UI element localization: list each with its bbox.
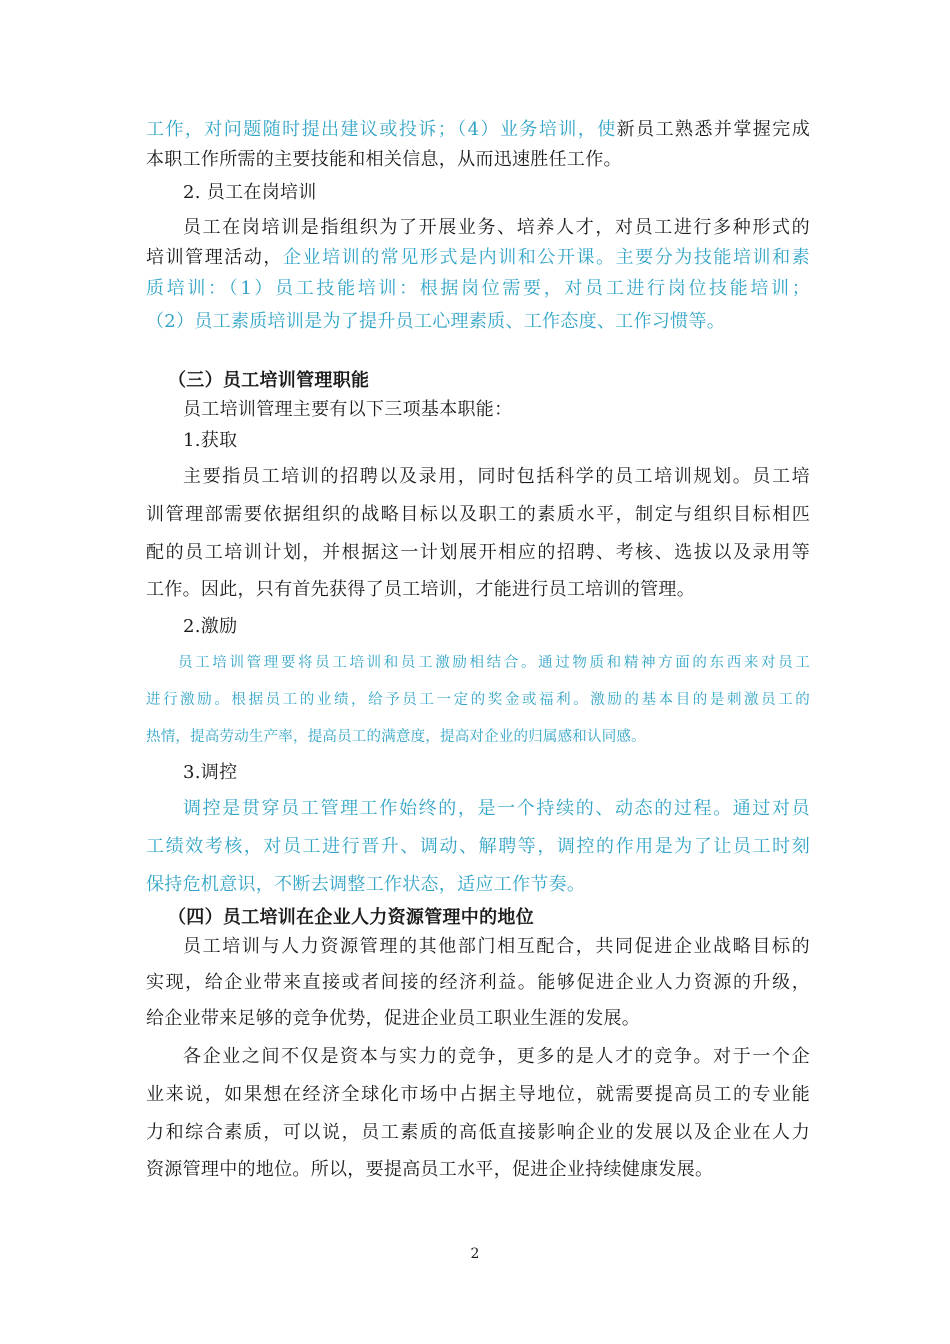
paragraph-line: 员工在岗培训是指组织为了开展业务、培养人才，对员工进行多种形式的	[183, 217, 810, 238]
paragraph-line: 员工培训与人力资源管理的其他部门相互配合，共同促进企业战略目标的	[183, 936, 810, 957]
paragraph-line: 资源管理中的地位。所以，要提高员工水平，促进企业持续健康发展。	[146, 1159, 714, 1180]
paragraph-line: 给企业带来足够的竞争优势，促进企业员工职业生涯的发展。	[146, 1008, 641, 1029]
section-title-3: （三）员工培训管理职能	[168, 370, 370, 391]
paragraph-line	[146, 117, 810, 143]
subheading-onjob-training: 2. 员工在岗培训	[183, 182, 317, 203]
paragraph-line: （2）员工素质培训是为了提升员工心理素质、工作态度、工作习惯等。	[146, 311, 726, 332]
plain-text: 新员工熟悉并掌握完成	[616, 119, 811, 140]
paragraph-line: 员工培训管理要将员工培训和员工激励相结合。通过物质和精神方面的东西来对员工	[178, 655, 810, 671]
highlighted-text: 企业培训的常见形式是内训和公开课。主要分为技能培训和素	[282, 247, 810, 268]
paragraph-line: 保持危机意识，不断去调整工作状态，适应工作节奏。	[146, 874, 586, 895]
subheading-motivate: 2.激励	[183, 616, 238, 637]
paragraph-line: 本职工作所需的主要技能和相关信息，从而迅速胜任工作。	[146, 149, 622, 170]
paragraph-line: 实现，给企业带来直接或者间接的经济利益。能够促进企业人力资源的升级，	[146, 972, 810, 993]
paragraph-line: 各企业之间不仅是资本与实力的竞争，更多的是人才的竞争。对于一个企	[183, 1046, 810, 1067]
highlighted-text: 工作，对问题随时提出建议或投诉；（4）业务培训，使	[146, 119, 617, 140]
plain-text: 培训管理活动，	[146, 247, 283, 268]
subheading-control: 3.调控	[183, 762, 238, 783]
paragraph-line: 调控是贯穿员工管理工作始终的，是一个持续的、动态的过程。通过对员	[183, 798, 810, 819]
section-title-4: （四）员工培训在企业人力资源管理中的地位	[168, 907, 534, 928]
paragraph-line: 热情，提高劳动生产率，提高员工的满意度，提高对企业的归属感和认同感。	[146, 729, 646, 745]
paragraph-line: 力和综合素质，可以说，员工素质的高低直接影响企业的发展以及企业在人力	[146, 1122, 810, 1143]
paragraph-line: 训管理部需要依据组织的战略目标以及职工的素质水平，制定与组织目标相匹	[146, 504, 810, 525]
paragraph-line: 工绩效考核，对员工进行晋升、调动、解聘等，调控的作用是为了让员工时刻	[146, 836, 810, 857]
paragraph-line: 员工培训管理主要有以下三项基本职能：	[183, 399, 513, 420]
paragraph-line	[146, 245, 810, 271]
paragraph-line: 质培训：（1）员工技能培训：根据岗位需要，对员工进行岗位技能培训；	[146, 278, 810, 299]
paragraph-line: 进行激励。根据员工的业绩，给予员工一定的奖金或福利。激励的基本目的是刺激员工的	[146, 692, 810, 708]
subheading-acquire: 1.获取	[183, 430, 238, 451]
paragraph-line: 主要指员工培训的招聘以及录用，同时包括科学的员工培训规划。员工培	[183, 466, 810, 487]
paragraph-line: 配的员工培训计划，并根据这一计划展开相应的招聘、考核、选拔以及录用等	[146, 542, 810, 563]
page-number: 2	[470, 1246, 480, 1262]
paragraph-line: 工作。因此，只有首先获得了员工培训，才能进行员工培训的管理。	[146, 579, 695, 600]
paragraph-line: 业来说，如果想在经济全球化市场中占据主导地位，就需要提高员工的专业能	[146, 1084, 810, 1105]
